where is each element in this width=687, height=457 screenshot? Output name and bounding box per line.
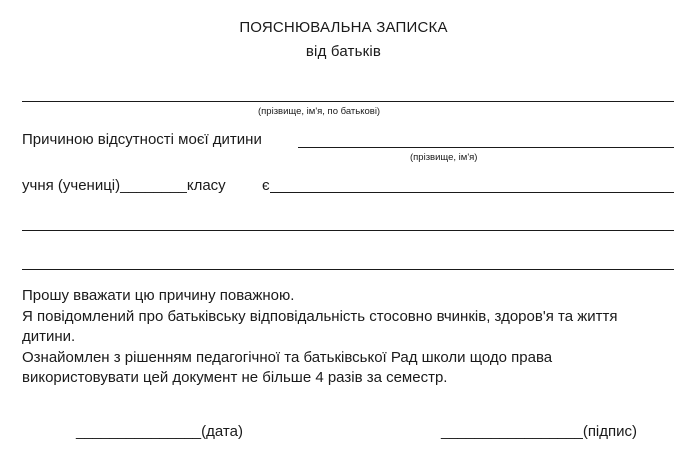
reason-line[interactable] [270, 192, 674, 193]
document-subtitle: від батьків [305, 43, 382, 60]
parent-name-hint: (прізвище, ім'я, по батькові) [258, 106, 381, 117]
child-name-hint: (прізвище, ім'я) [410, 152, 478, 163]
paragraph-acknowledgement: Ознайомлен з рішенням педагогічної та батьківської Рад школи щодо права використовувати цей документ не більше 4 разів за семестр. [22, 348, 553, 386]
paragraph-responsibility: Я повідомлений про батьківську відповідальність стосовно вчинків, здоров'я та життя дитини. [22, 307, 618, 345]
document-title: ПОЯСНЮВАЛЬНА ЗАПИСКА [239, 19, 448, 36]
date-field[interactable]: _______________(дата) [76, 423, 243, 440]
blank-line-1[interactable] [22, 230, 674, 231]
reason-marker: є [262, 177, 270, 194]
parent-name-line[interactable] [22, 101, 674, 102]
note-body [22, 286, 672, 389]
child-name-line[interactable] [298, 147, 674, 148]
blank-line-2[interactable] [22, 269, 674, 270]
paragraph-request: Прошу вважати цю причину поважною. [22, 287, 295, 304]
signature-field[interactable]: _________________(підпис) [441, 423, 638, 440]
pupil-class-label: учня (учениці)________класу [22, 177, 226, 194]
absence-label: Причиною відсутності моєї дитини [22, 131, 262, 148]
